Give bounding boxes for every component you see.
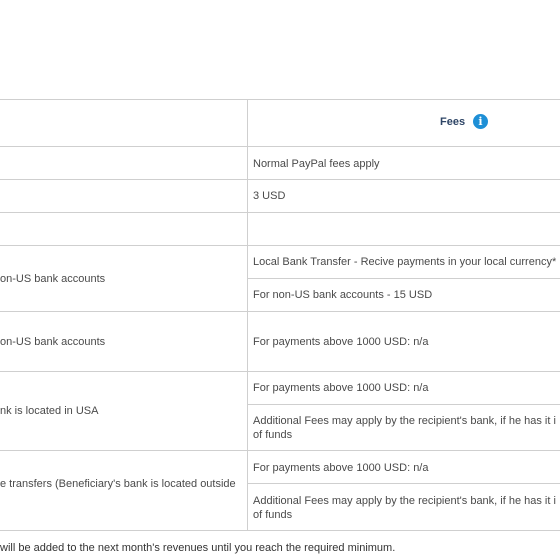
- method-cell: on-US bank accounts: [0, 273, 106, 285]
- row-divider: [0, 530, 560, 531]
- row-divider: [0, 146, 560, 147]
- row-divider: [0, 245, 560, 246]
- info-icon[interactable]: i: [473, 114, 488, 129]
- fee-cell: of funds: [253, 509, 293, 521]
- fee-cell: of funds: [253, 429, 293, 441]
- method-cell: on-US bank accounts: [0, 336, 106, 348]
- row-divider: [0, 371, 560, 372]
- fees-column-header: Fees: [440, 116, 466, 128]
- fee-cell: Normal PayPal fees apply: [253, 158, 380, 170]
- row-divider: [248, 278, 560, 279]
- fee-cell: Local Bank Transfer - Recive payments in your local currency*: [253, 256, 557, 268]
- footnote: will be added to the next month's revenues until you reach the required minimum.: [0, 542, 396, 554]
- fee-cell: Additional Fees may apply by the recipient's bank, if he has it i: [253, 495, 556, 507]
- row-divider: [0, 450, 560, 451]
- fee-cell: For payments above 1000 USD: n/a: [253, 462, 429, 474]
- row-divider: [248, 483, 560, 484]
- row-divider: [0, 311, 560, 312]
- method-cell: nk is located in USA: [0, 405, 99, 417]
- row-divider: [0, 212, 560, 213]
- row-divider: [248, 404, 560, 405]
- row-divider: [0, 179, 560, 180]
- fee-cell: Additional Fees may apply by the recipient's bank, if he has it i: [253, 415, 556, 427]
- fee-cell: For payments above 1000 USD: n/a: [253, 336, 429, 348]
- fee-cell: For payments above 1000 USD: n/a: [253, 382, 429, 394]
- method-cell: e transfers (Beneficiary's bank is located outside: [0, 478, 236, 490]
- row-divider: [0, 99, 560, 100]
- fee-cell: 3 USD: [253, 190, 286, 202]
- column-divider: [247, 99, 248, 530]
- fee-cell: For non-US bank accounts - 15 USD: [253, 289, 433, 301]
